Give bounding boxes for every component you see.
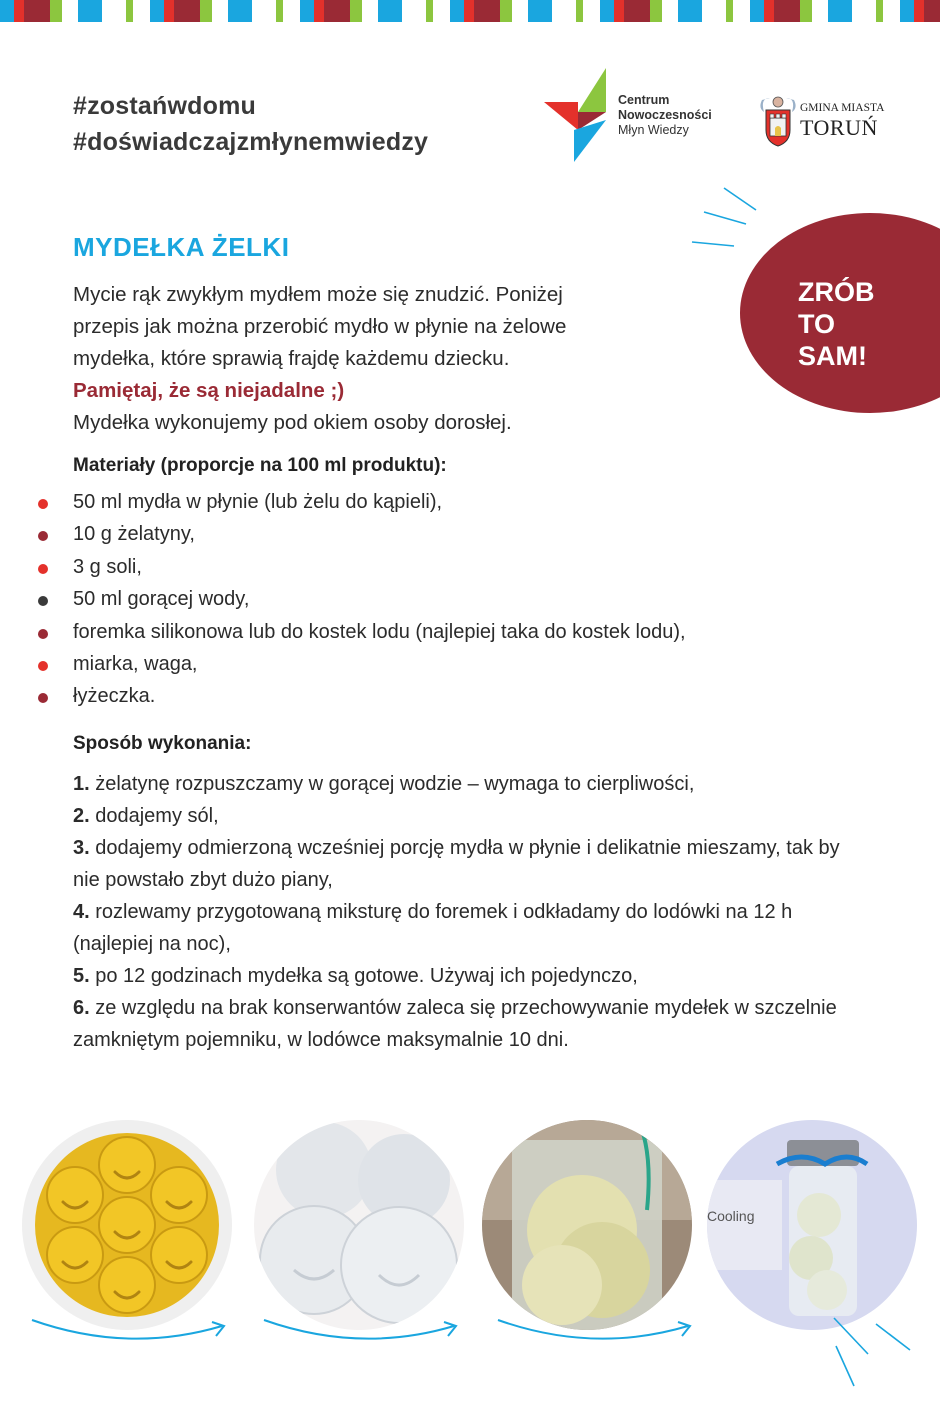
stripe-segment <box>200 0 212 22</box>
stripe-segment <box>300 0 314 22</box>
gel-soaps-illustration-icon <box>254 1120 464 1330</box>
jar-of-soaps-illustration-icon <box>482 1120 692 1330</box>
stripe-segment <box>764 0 774 22</box>
bullet-icon <box>38 693 48 703</box>
stripe-segment <box>87 0 102 22</box>
stripe-segment <box>133 0 150 22</box>
stripe-segment <box>362 0 378 22</box>
material-text: miarka, waga, <box>73 652 198 675</box>
stripe-segment <box>450 0 464 22</box>
stripe-segment <box>464 0 474 22</box>
stripe-segment <box>413 0 426 22</box>
stripe-segment <box>537 0 552 22</box>
stripe-segment <box>500 0 512 22</box>
stripe-segment <box>702 0 713 22</box>
stripe-segment <box>174 0 192 22</box>
stripe-segment <box>324 0 342 22</box>
stripe-segment <box>750 0 764 22</box>
centrum-nowoczesnosci-logo <box>544 68 724 164</box>
step-text: dodajemy odmierzoną wcześniej porcję mydła w płynie i delikatnie mieszamy, tak by nie powstało zbyt dużo piany, <box>73 837 840 891</box>
stripe-segment <box>252 0 263 22</box>
bullet-icon <box>38 596 48 606</box>
stripe-segment <box>800 0 812 22</box>
list-item <box>0 680 686 712</box>
photo-soaps-in-jar <box>482 1120 692 1330</box>
stripe-segment <box>792 0 800 22</box>
stripe-segment <box>528 0 537 22</box>
step-number: 6. <box>73 997 90 1019</box>
stripe-segment <box>650 0 662 22</box>
decorative-color-stripe <box>0 0 940 22</box>
gmina-torun-logo <box>758 94 898 150</box>
badge-line-1: ZRÓB <box>798 277 875 307</box>
logo-torun-line-2: TORUŃ <box>800 115 878 140</box>
stripe-segment <box>600 0 614 22</box>
stripe-segment <box>212 0 228 22</box>
stripe-segment <box>42 0 50 22</box>
materials-heading: Materiały (proporcje na 100 ml produktu): <box>73 455 447 476</box>
material-text: 10 g żelatyny, <box>73 523 195 546</box>
bullet-icon <box>38 564 48 574</box>
material-text: 50 ml mydła w płynie (lub żelu do kąpieli), <box>73 491 443 513</box>
stripe-segment <box>237 0 252 22</box>
stripe-segment <box>837 0 852 22</box>
stripe-segment <box>0 0 14 22</box>
stripe-segment <box>283 0 300 22</box>
stripe-segment <box>263 0 276 22</box>
stripe-segment <box>228 0 237 22</box>
step-text: rozlewamy przygotowaną miksturę do foremek i odkładamy do lodówki na 12 h (najlepiej na noc), <box>73 901 793 955</box>
stripe-segment <box>552 0 563 22</box>
stripe-segment <box>402 0 413 22</box>
sparkle-lines-top-icon <box>690 180 770 250</box>
step-text: ze względu na brak konserwantów zaleca się przechowywanie mydełek w szczelnie zamkniętym pojemniku, w lodówce maksymalnie 10 dni. <box>73 997 837 1051</box>
logo-cn-line-1: Centrum <box>618 93 670 107</box>
stripe-segment <box>150 0 164 22</box>
bullet-icon <box>38 499 48 509</box>
stripe-segment <box>624 0 642 22</box>
hashtags <box>73 88 428 160</box>
arrow-icon <box>494 1310 704 1350</box>
material-text: łyżeczka. <box>73 685 156 708</box>
stripe-segment <box>563 0 576 22</box>
bullet-icon <box>38 531 48 541</box>
intro-line-5: Mydełka wykonujemy pod okiem osoby dorosłej. <box>73 411 512 434</box>
step-text: dodajemy sól, <box>89 805 219 827</box>
diy-badge-text <box>798 276 875 372</box>
materials-list <box>0 486 686 713</box>
list-item <box>0 616 686 648</box>
intro-line-2: przepis jak można przerobić mydło w płynie na żelowe <box>73 315 567 338</box>
step-item <box>73 992 863 1056</box>
stripe-segment <box>126 0 133 22</box>
hashtag-stay-home: #zostańwdomu <box>73 92 256 120</box>
jar-label-text: Cooling <box>707 1208 755 1224</box>
hashtag-experience: #doświadczajzmłynemwiedzy <box>73 128 429 156</box>
centrum-logo-mark-icon <box>544 68 624 164</box>
intro-line-1: Mycie rąk zwykłym mydłem może się znudzić. Poniżej <box>73 283 563 306</box>
logo-torun-line-1: GMINA MIASTA <box>800 102 885 114</box>
stripe-segment <box>14 0 24 22</box>
arrow-icon <box>28 1310 238 1350</box>
stripe-segment <box>713 0 726 22</box>
stripe-segment <box>914 0 924 22</box>
step-number: 2. <box>73 805 90 827</box>
list-item <box>0 648 686 680</box>
step-number: 1. <box>73 773 90 795</box>
stripe-segment <box>78 0 87 22</box>
intro-text <box>73 279 733 439</box>
logo-cn-line-2: Nowoczesności <box>618 108 712 122</box>
stripe-segment <box>492 0 500 22</box>
list-item <box>0 583 686 615</box>
photo-smiley-mold <box>22 1120 232 1330</box>
material-text: 50 ml gorącej wody, <box>73 588 250 611</box>
material-text: 3 g soli, <box>73 555 142 578</box>
stripe-segment <box>378 0 387 22</box>
step-item <box>73 768 863 800</box>
torun-coat-of-arms-icon <box>758 94 798 150</box>
stripe-segment <box>192 0 200 22</box>
stripe-segment <box>614 0 624 22</box>
stripe-segment <box>852 0 863 22</box>
stripe-segment <box>662 0 678 22</box>
stripe-segment <box>900 0 914 22</box>
step-number: 4. <box>73 901 90 923</box>
badge-line-2: TO <box>798 309 836 339</box>
badge-line-3: SAM! <box>798 341 867 371</box>
inedible-warning: Pamiętaj, że są niejadalne ;) <box>73 379 345 402</box>
sparkle-lines-bottom-icon <box>828 1316 918 1390</box>
stripe-segment <box>113 0 126 22</box>
stripe-segment <box>863 0 876 22</box>
stripe-segment <box>164 0 174 22</box>
arrow-icon <box>260 1310 470 1350</box>
jar-with-ribbon-illustration-icon <box>707 1120 917 1330</box>
stripe-segment <box>314 0 324 22</box>
bullet-icon <box>38 661 48 671</box>
stripe-segment <box>474 0 492 22</box>
stripe-segment <box>102 0 113 22</box>
stripe-segment <box>812 0 828 22</box>
step-item <box>73 832 863 896</box>
steps-list <box>73 768 863 1056</box>
stripe-segment <box>678 0 687 22</box>
stripe-segment <box>733 0 750 22</box>
stripe-segment <box>350 0 362 22</box>
stripe-segment <box>342 0 350 22</box>
stripe-segment <box>642 0 650 22</box>
stripe-segment <box>512 0 528 22</box>
stripe-segment <box>576 0 583 22</box>
stripe-segment <box>387 0 402 22</box>
stripe-segment <box>583 0 600 22</box>
stripe-segment <box>24 0 42 22</box>
logo-cn-line-3: Młyn Wiedzy <box>618 123 689 137</box>
step-item <box>73 800 863 832</box>
list-item <box>0 551 686 583</box>
bullet-icon <box>38 629 48 639</box>
photo-jar-with-ribbon <box>707 1120 917 1330</box>
step-text: żelatynę rozpuszczamy w gorącej wodzie – wymaga to cierpliwości, <box>89 773 695 795</box>
list-item <box>0 518 686 550</box>
stripe-segment <box>828 0 837 22</box>
silicone-mold-illustration-icon <box>22 1120 232 1330</box>
stripe-segment <box>876 0 883 22</box>
stripe-segment <box>276 0 283 22</box>
list-item <box>0 486 686 518</box>
intro-line-3: mydełka, które sprawią frajdę każdemu dziecku. <box>73 347 510 370</box>
step-number: 3. <box>73 837 90 859</box>
page-title: MYDEŁKA ŻELKI <box>73 232 290 262</box>
stripe-segment <box>50 0 62 22</box>
stripe-segment <box>426 0 433 22</box>
stripe-segment <box>687 0 702 22</box>
step-item <box>73 960 863 992</box>
steps-heading: Sposób wykonania: <box>73 733 252 754</box>
stripe-segment <box>62 0 78 22</box>
step-text: po 12 godzinach mydełka są gotowe. Używaj ich pojedynczo, <box>89 965 638 987</box>
step-number: 5. <box>73 965 90 987</box>
stripe-segment <box>726 0 733 22</box>
stripe-segment <box>883 0 900 22</box>
step-item <box>73 896 863 960</box>
stripe-segment <box>433 0 450 22</box>
material-text: foremka silikonowa lub do kostek lodu (najlepiej taka do kostek lodu), <box>73 620 686 643</box>
photo-gel-soaps <box>254 1120 464 1330</box>
stripe-segment <box>774 0 792 22</box>
stripe-segment <box>924 0 940 22</box>
